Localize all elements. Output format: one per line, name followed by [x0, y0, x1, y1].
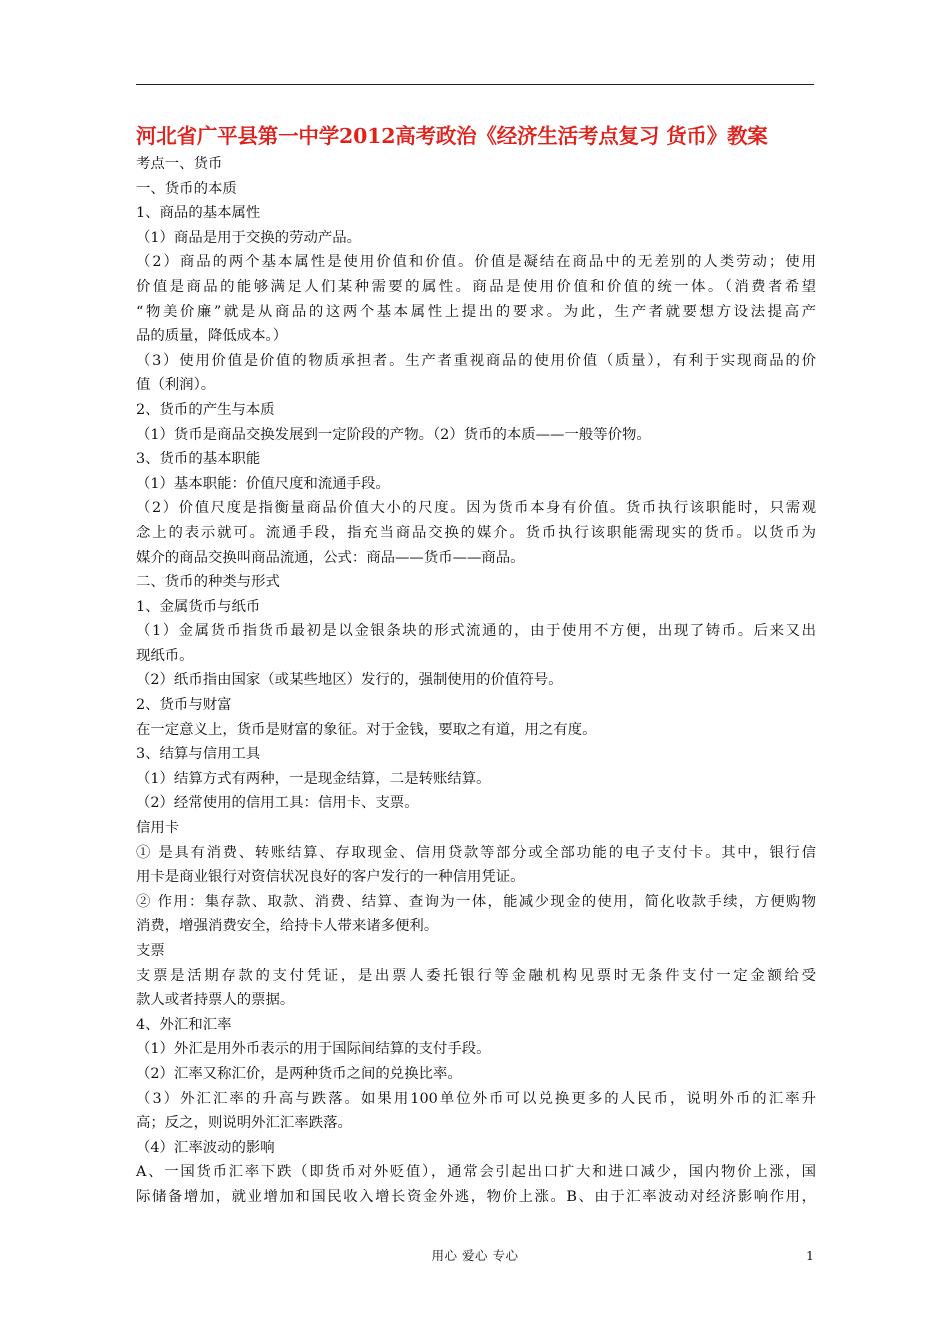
text-line: 一、货币的本质 [136, 180, 237, 197]
text-line: 款人或者持票人的票据。 [136, 992, 295, 1009]
text-line: 4、外汇和汇率 [136, 1016, 232, 1033]
text-line: （3）使用价值是价值的物质承担者。生产者重视商品的使用价值（质量），有利于实现商品的价 [136, 352, 816, 369]
text-line: 信用卡 [136, 820, 180, 837]
text-line: 用卡是商业银行对资信状况良好的客户发行的一种信用凭证。 [136, 869, 525, 886]
text-line: 2、货币的产生与本质 [136, 401, 275, 418]
text-line: 1、商品的基本属性 [136, 205, 261, 222]
text-line: （4）汇率波动的影响 [136, 1139, 275, 1156]
text-line: 在一定意义上，货币是财富的象征。对于金钱，要取之有道，用之有度。 [136, 721, 597, 738]
text-line: （1）基本职能：价值尺度和流通手段。 [136, 475, 390, 492]
text-line: （1）结算方式有两种，一是现金结算，二是转账结算。 [136, 770, 491, 787]
text-line: 1、金属货币与纸币 [136, 598, 261, 615]
text-line: 消费，增强消费安全，给持卡人带来诸多便利。 [136, 918, 439, 935]
header-rule [136, 84, 814, 85]
text-line: （1）外汇是用外币表示的用于国际间结算的支付手段。 [136, 1041, 491, 1058]
text-line: （1）商品是用于交换的劳动产品。 [136, 229, 362, 246]
text-line: 2、货币与财富 [136, 697, 232, 714]
page-footer [0, 1244, 950, 1268]
text-line: 考点一、货币 [136, 156, 223, 172]
text-line: 二、货币的种类与形式 [136, 574, 280, 591]
text-line: “物美价廉”就是从商品的这两个基本属性上提出的要求。为此，生产者就要想方设法提高产 [136, 303, 816, 320]
text-line: 品的质量，降低成本。） [136, 328, 288, 345]
text-line: （2）汇率又称汇价，是两种货币之间的兑换比率。 [136, 1065, 462, 1082]
text-line: 3、货币的基本职能 [136, 451, 261, 468]
text-line: 支票是活期存款的支付凭证，是出票人委托银行等金融机构见票时无条件支付一定金额给受 [136, 967, 816, 984]
text-line: （2）经常使用的信用工具：信用卡、支票。 [136, 795, 419, 812]
text-line: 3、结算与信用工具 [136, 746, 261, 763]
text-line: （1）货币是商品交换发展到一定阶段的产物。（2）货币的本质——一般等价物。 [136, 426, 651, 443]
text-line: 价值是商品的能够满足人们某种需要的属性。商品是使用价值和价值的统一体。（消费者希望 [136, 278, 816, 295]
text-line: （2）价值尺度是指衡量商品价值大小的尺度。因为货币本身有价值。货币执行该职能时，只需观 [136, 500, 816, 517]
page-number: 1 [806, 1248, 814, 1263]
text-line: 值（利润）。 [136, 377, 216, 394]
text-line: 现纸币。 [136, 647, 194, 664]
text-line: （2）纸币指由国家（或某些地区）发行的，强制使用的价值符号。 [136, 672, 563, 689]
text-line: 支票 [136, 943, 165, 959]
text-line: 际储备增加，就业增加和国民收入增长资金外逃，物价上涨。B、由于汇率波动对经济影响作用， [136, 1188, 816, 1205]
text-line: （2）商品的两个基本属性是使用价值和价值。价值是凝结在商品中的无差别的人类劳动；使用 [136, 254, 816, 271]
text-line: 念上的表示就可。流通手段，指充当商品交换的媒介。货币执行该职能需现实的货币。以货币为 [136, 524, 816, 541]
text-line: 高；反之，则说明外汇汇率跌落。 [136, 1115, 352, 1132]
text-line: （3）外汇汇率的升高与跌落。如果用100单位外币可以兑换更多的人民币，说明外币的汇率升 [136, 1090, 816, 1107]
text-line: 媒介的商品交换叫商品流通，公式：商品——货币——商品。 [136, 549, 525, 566]
text-line: ① 是具有消费、转账结算、存取现金、信用贷款等部分或全部功能的电子支付卡。其中，银行信 [136, 844, 816, 861]
document-body [136, 152, 816, 1210]
document-title: 河北省广平县第一中学2012高考政治《经济生活考点复习 货币》教案 [136, 124, 768, 148]
text-line: A、一国货币汇率下跌（即货币对外贬值），通常会引起出口扩大和进口减少，国内物价上涨，国 [136, 1164, 816, 1181]
text-line: ② 作用：集存款、取款、消费、结算、查询为一体，能减少现金的使用，简化收款手续，方便购物 [136, 893, 816, 910]
footer-motto: 用心 爱心 专心 [431, 1248, 519, 1263]
text-line: （1）金属货币指货币最初是以金银条块的形式流通的，由于使用不方便，出现了铸币。后来又出 [136, 623, 816, 640]
